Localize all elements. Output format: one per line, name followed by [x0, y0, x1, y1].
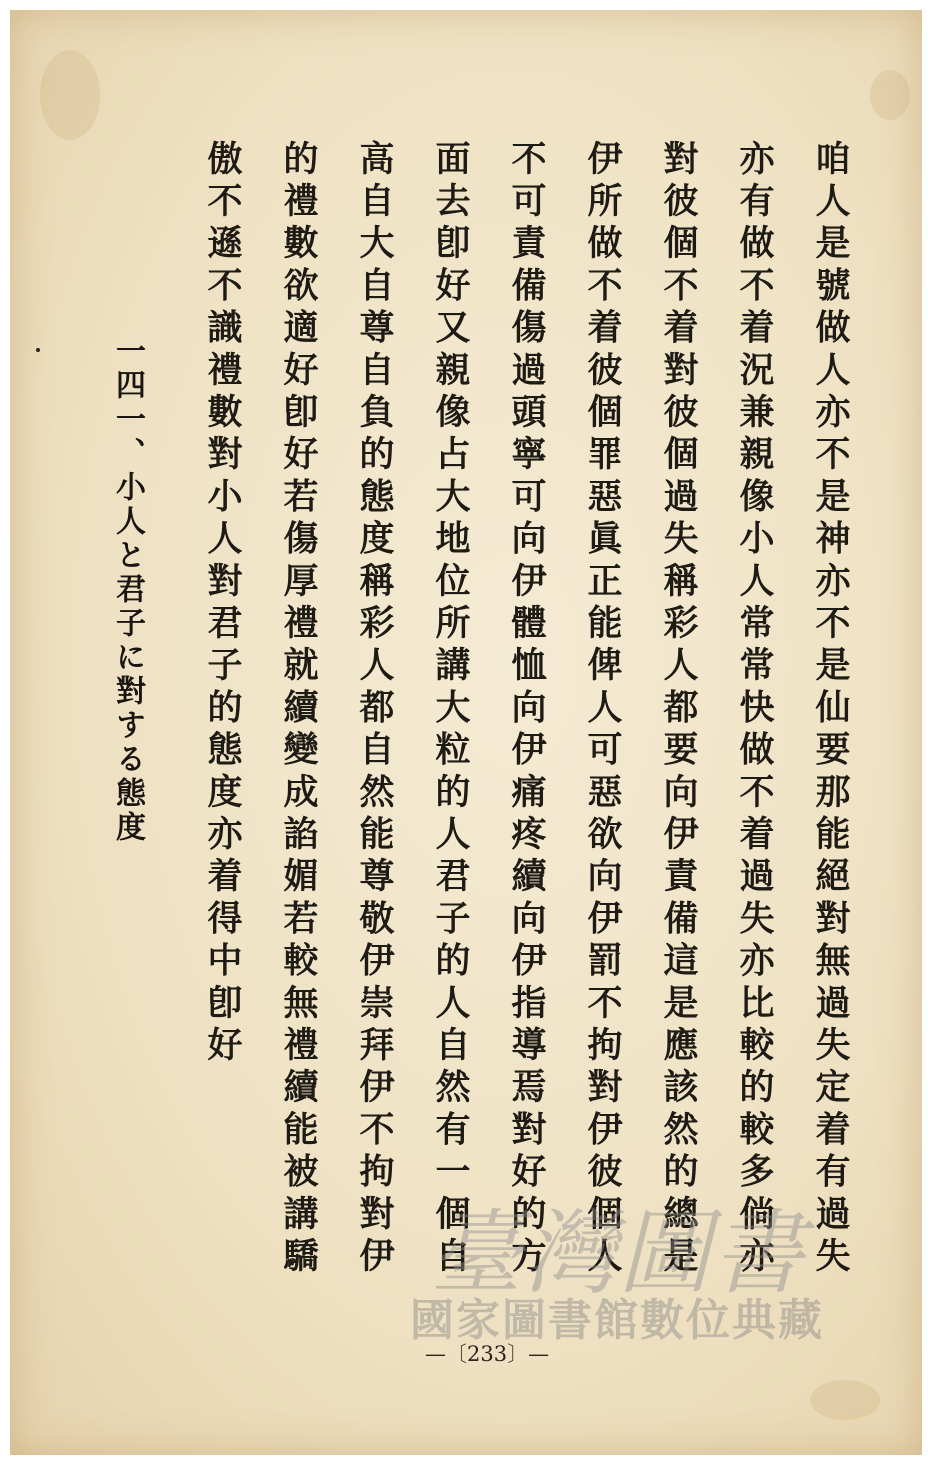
- text-column-4: 伊所做不着彼個罪惡眞正能俾人可惡欲向伊罰不拘對伊彼個人: [582, 140, 623, 1280]
- text-column-5: 不可責備傷過頭寧可向伊體恤向伊痛疼續向伊指導焉對好的方: [506, 140, 547, 1280]
- ink-dot: [36, 348, 40, 352]
- watermark-calligraphy: 臺灣圖書: [430, 1200, 807, 1307]
- text-column-2: 亦有做不着況兼親像小人常常快做不着過失亦比較的較多倘亦: [734, 140, 775, 1280]
- text-column-3: 對彼個不着對彼個過失稱彩人都要向伊責備這是應該然的總是: [658, 140, 699, 1280]
- watermark-text: 國家圖書館數位典藏: [410, 1295, 824, 1346]
- text-column-7: 高自大自尊自負的態度稱彩人都自然能尊敬伊崇拜伊不拘對伊: [354, 140, 395, 1280]
- text-column-1: 咱人是號做人亦不是神亦不是仙要那能絕對無過失定着有過失: [810, 140, 851, 1280]
- paper-stain: [810, 1380, 880, 1420]
- section-heading: 一四一、小人と君子に對する態度: [110, 335, 145, 845]
- text-column-6: 面去卽好又親像占大地位所講大粒的人君子的人自然有一個自: [430, 140, 471, 1280]
- text-body: [184, 140, 868, 1330]
- text-column-9: 傲不遜不識禮數對小人對君子的態度亦着得中卽好: [202, 140, 243, 1069]
- paper-stain: [870, 70, 910, 120]
- page-number: —〔233〕—: [425, 1342, 550, 1366]
- paper-stain: [40, 50, 100, 140]
- text-column-8: 的禮數欲適好卽好若傷厚禮就續變成諂媚若較無禮續能被講驕: [278, 140, 319, 1280]
